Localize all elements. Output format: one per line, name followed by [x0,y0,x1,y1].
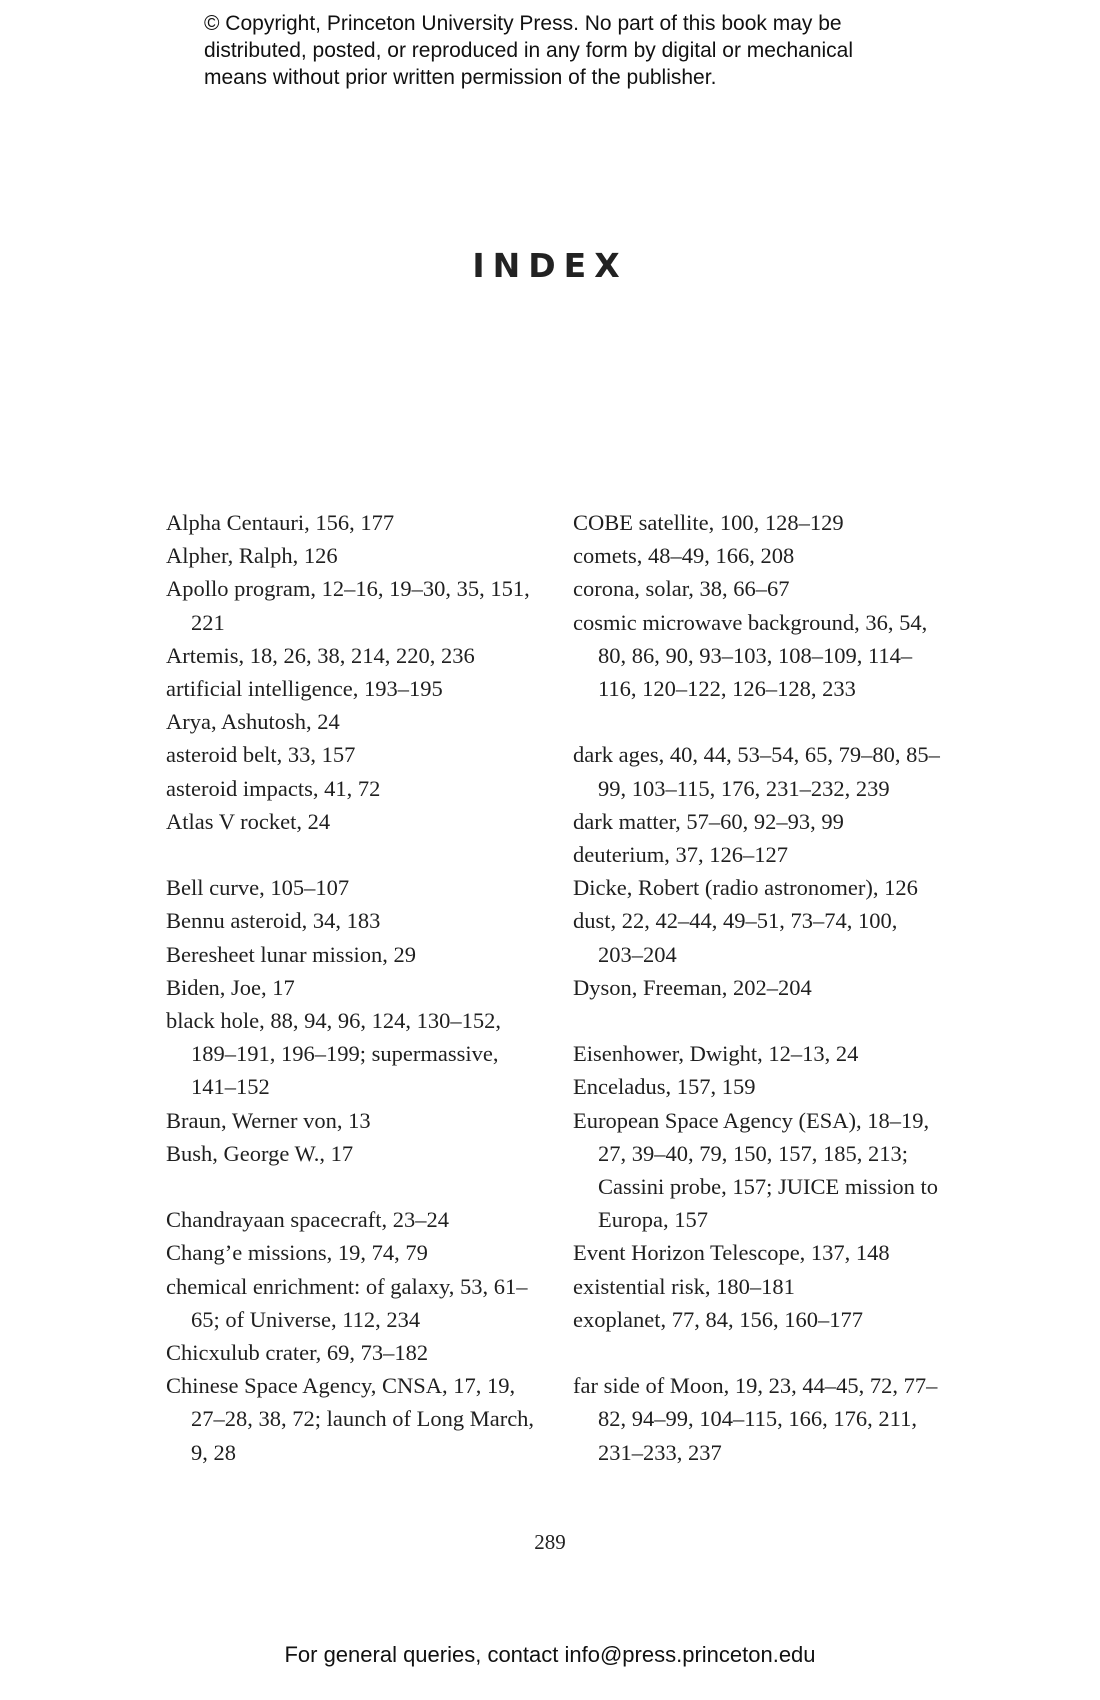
page-number: 289 [534,1530,566,1554]
index-entry: cosmic microwave background, 36, 54, 80, 86, 90, 93–103, 108–109, 114–116, 120–122, 126–128, 233 [573,609,928,702]
index-entry: far side of Moon, 19, 23, 44–45, 72, 77–82, 94–99, 104–115, 166, 176, 211, 231–233, 237 [573,1373,938,1465]
letter-group-gap [573,1004,943,1037]
index-entry: Bennu asteroid, 34, 183 [166,908,381,934]
copyright-line: © Copyright, Princeton University Press. No part of this book may be [204,12,842,35]
index-entry: Chandrayaan spacecraft, 23–24 [166,1207,449,1233]
index-entry: comets, 48–49, 166, 208 [573,543,795,569]
index-entry: Apollo program, 12–16, 19–30, 35, 151, 221 [166,576,530,635]
index-entry: dark ages, 40, 44, 53–54, 65, 79–80, 85–99, 103–115, 176, 231–232, 239 [573,742,940,801]
index-entry: Beresheet lunar mission, 29 [166,941,416,967]
index-entry: Alpher, Ralph, 126 [166,543,338,569]
copyright-line: means without prior written permission of the publisher. [204,66,717,89]
index-entry: deuterium, 37, 126–127 [573,842,788,868]
index-entry: Chicxulub crater, 69, 73–182 [166,1340,429,1366]
index-entry: Arya, Ashutosh, 24 [166,709,340,735]
index-entry: Event Horizon Telescope, 137, 148 [573,1240,890,1266]
index-entry: Bell curve, 105–107 [166,875,350,901]
index-entry: asteroid impacts, 41, 72 [166,775,381,801]
index-entry: black hole, 88, 94, 96, 124, 130–152, 189–191, 196–199; supermassive, 141–152 [166,1008,501,1100]
index-entry: Eisenhower, Dwight, 12–13, 24 [573,1041,859,1067]
index-entry: asteroid belt, 33, 157 [166,742,356,768]
index-entry: European Space Agency (ESA), 18–19, 27, 39–40, 79, 150, 157, 185, 213; Cassini probe, 157; JUICE mission to Europa, 157 [573,1107,939,1233]
index-entry: chemical enrichment: of galaxy, 53, 61–65; of Universe, 112, 234 [166,1273,528,1332]
index-entry: corona, solar, 38, 66–67 [573,576,790,602]
index-entry: Chinese Space Agency, CNSA, 17, 19, 27–28, 38, 72; launch of Long March, 9, 28 [166,1373,535,1465]
index-entry: existential risk, 180–181 [573,1273,795,1299]
letter-group-gap [573,1336,943,1369]
index-entry: Biden, Joe, 17 [166,974,295,1000]
index-entry: Enceladus, 157, 159 [573,1074,756,1100]
index-entry: dust, 22, 42–44, 49–51, 73–74, 100, 203–204 [573,908,898,967]
copyright-notice [204,10,964,91]
index-entry: Artemis, 18, 26, 38, 214, 220, 236 [166,642,475,668]
index-entry: Dyson, Freeman, 202–204 [573,974,812,1000]
index-entry: Atlas V rocket, 24 [166,808,331,834]
index-entry: Chang’e missions, 19, 74, 79 [166,1240,428,1266]
letter-group-gap [166,1170,536,1203]
index-entry: artificial intelligence, 193–195 [166,676,443,702]
letter-group-gap [166,838,536,871]
index-entry: dark matter, 57–60, 92–93, 99 [573,808,844,834]
index-column-left [166,506,536,1469]
page-title: INDEX [472,246,628,285]
index-column-right [573,506,943,1469]
index-entry: exoplanet, 77, 84, 156, 160–177 [573,1306,863,1332]
index-entry: Dicke, Robert (radio astronomer), 126 [573,875,918,901]
footer-contact: For general queries, contact info@press.princeton.edu [284,1642,816,1667]
index-entry: Alpha Centauri, 156, 177 [166,510,395,535]
index-entry: Braun, Werner von, 13 [166,1107,371,1133]
index-entry: COBE satellite, 100, 128–129 [573,510,844,535]
index-entry: Bush, George W., 17 [166,1140,354,1166]
letter-group-gap [573,705,943,738]
copyright-line: distributed, posted, or reproduced in any form by digital or mechanical [204,39,854,62]
